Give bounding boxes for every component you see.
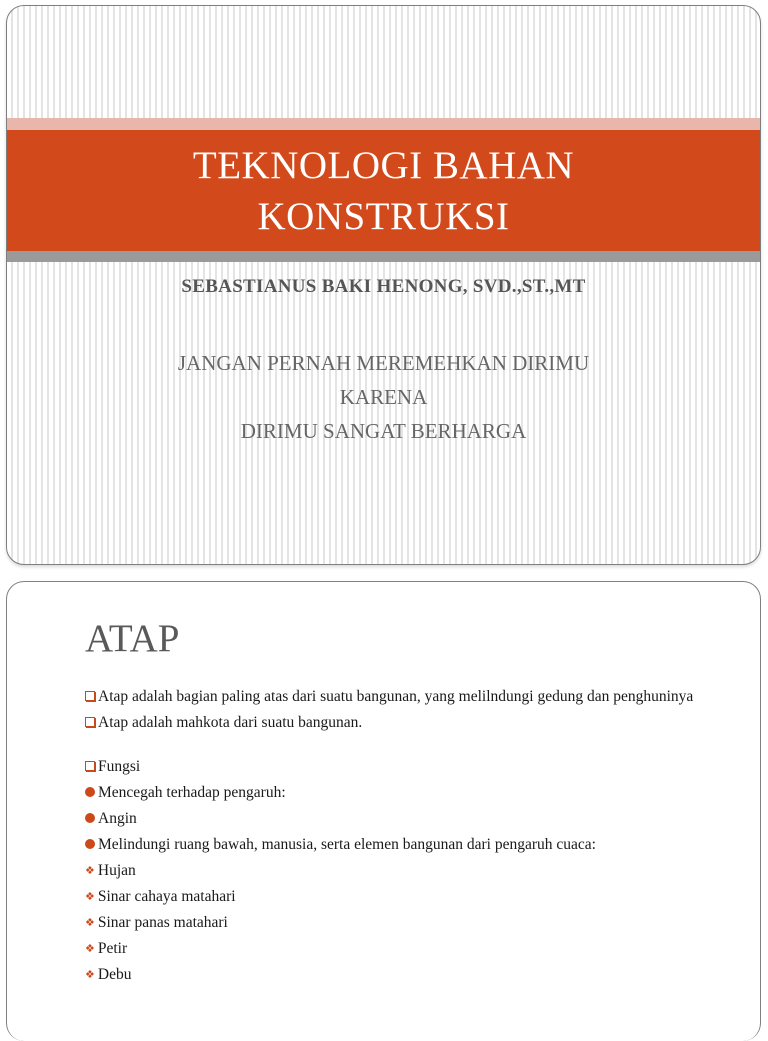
diamond-bullet-icon: ❖ (85, 968, 95, 981)
list-item-text: Hujan (97, 862, 136, 879)
list-item (85, 757, 725, 777)
dot-bullet-icon (85, 813, 95, 823)
slide-title (7, 140, 760, 242)
dot-bullet-icon (85, 787, 95, 797)
diamond-bullet-icon: ❖ (85, 916, 95, 929)
list-item-text: Atap adalah mahkota dari suatu bangunan. (98, 714, 363, 731)
diamond-bullet-icon: ❖ (85, 890, 95, 903)
quote (7, 346, 760, 448)
dot-bullet-icon (85, 839, 95, 849)
list-item-text: Debu (97, 966, 132, 983)
list-item (85, 861, 725, 881)
square-bullet-icon (85, 761, 95, 771)
list-item-text: Melindungi ruang bawah, manusia, serta elemen bangunan dari pengaruh cuaca: (98, 836, 596, 853)
gray-accent-strip (7, 251, 760, 262)
content-slide (6, 581, 761, 1041)
list-item-text: Fungsi (98, 758, 141, 775)
list-item (85, 809, 725, 829)
author-name: SEBASTIANUS BAKI HENONG, SVD.,ST.,MT (181, 276, 586, 297)
list-item-text: Petir (97, 940, 128, 957)
list-item-text: Sinar panas matahari (97, 914, 228, 931)
list-item (85, 713, 725, 733)
list-item (85, 835, 725, 855)
list-item (85, 783, 725, 803)
list-item-text: Sinar cahaya matahari (97, 888, 236, 905)
diamond-bullet-icon: ❖ (85, 942, 95, 955)
bullet-list (85, 687, 725, 991)
pink-accent-strip (7, 118, 760, 130)
slide-heading: ATAP (85, 617, 180, 660)
quote-line-1: JANGAN PERNAH MEREMEHKAN DIRIMU (177, 351, 590, 375)
title-slide (6, 5, 761, 565)
list-item (85, 887, 725, 907)
square-bullet-icon (85, 717, 95, 727)
diamond-bullet-icon: ❖ (85, 864, 95, 877)
list-item-text: Angin (98, 810, 137, 827)
list-item-text: Atap adalah bagian paling atas dari suatu bangunan, yang melilndungi gedung dan penghuninya (98, 688, 694, 705)
list-item (85, 687, 725, 707)
list-item (85, 939, 725, 959)
list-item (85, 965, 725, 985)
square-bullet-icon (85, 691, 95, 701)
title-line-1: TEKNOLOGI BAHAN (192, 144, 575, 187)
quote-line-2: KARENA (339, 385, 428, 409)
title-line-2: KONSTRUKSI (257, 195, 510, 238)
quote-line-3: DIRIMU SANGAT BERHARGA (240, 419, 527, 443)
list-item-text: Mencegah terhadap pengaruh: (98, 784, 286, 801)
list-item (85, 913, 725, 933)
